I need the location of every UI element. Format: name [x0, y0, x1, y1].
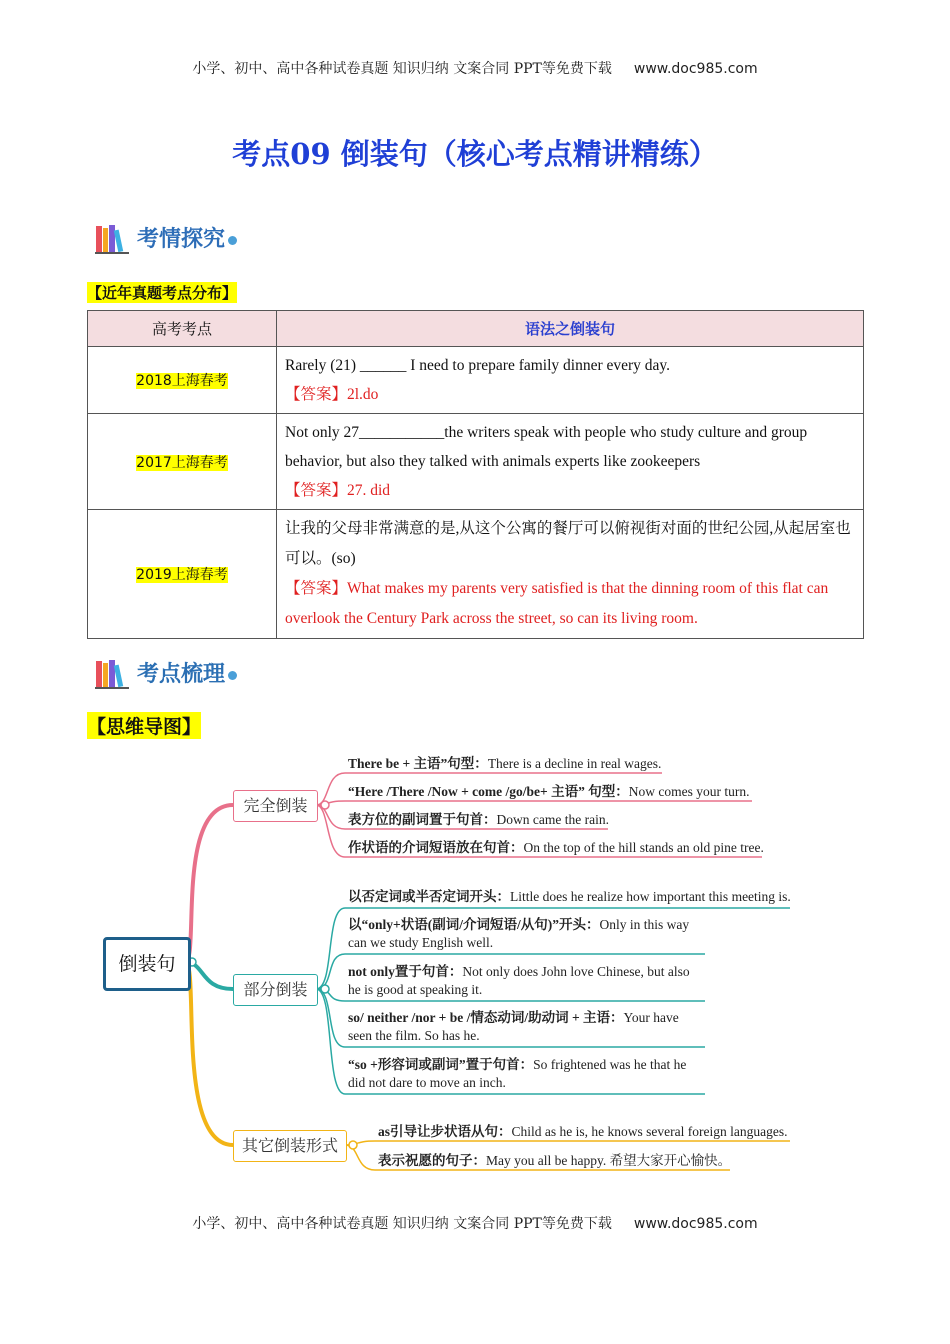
- table-header-exam: 高考考点: [88, 311, 277, 347]
- mindmap-root: 倒装句: [103, 937, 191, 991]
- dot-icon: [228, 236, 237, 245]
- footer-url[interactable]: www.doc985.com: [633, 1216, 758, 1232]
- question-text: Rarely (21) ______ I need to prepare family dinner every day.: [285, 357, 671, 374]
- exam-year: 2017上海春考: [136, 454, 228, 471]
- leaf-item: not only置于句首：Not only does John love Chinese, but also he is good at speaking it.: [348, 964, 690, 997]
- leaf-item: “so +形容词或副词”置于句首：So frightened was he that he did not dare to move an inch.: [348, 1057, 687, 1090]
- page-title: 考点09 倒装句（核心考点精讲精练）: [232, 137, 718, 171]
- branch-other-inversion: 其它倒装形式: [233, 1130, 347, 1162]
- leaf-item: 表方位的副词置于句首：Down came the rain.: [348, 812, 609, 827]
- table-header-row: [88, 311, 864, 347]
- exam-year: 2018上海春考: [136, 373, 228, 389]
- answer-text: 【答案】What makes my parents very satisfied is that the dinning room of this flat can overlook the Century Park across the street, so can its living room.: [285, 580, 829, 627]
- header-url[interactable]: www.doc985.com: [633, 61, 758, 77]
- question-text: 让我的父母非常满意的是,从这个公寓的餐厅可以俯视街对面的世纪公园,从起居室也可以。(so): [285, 520, 851, 567]
- answer-text: 【答案】27. did: [285, 482, 391, 499]
- table-header-grammar: 语法之倒装句: [277, 311, 864, 347]
- leaf-item: so/ neither /nor + be /情态动词/助动词 + 主语：Your have seen the film. So has he.: [348, 1010, 679, 1043]
- section1-label: 考情探究: [137, 227, 226, 252]
- leaf-item: “Here /There /Now + come /go/be+ 主语” 句型：Now comes your turn.: [348, 784, 750, 799]
- exam-year: 2019上海春考: [136, 567, 228, 583]
- table-row: [88, 510, 864, 639]
- leaf-item: There be + 主语”句型：There is a decline in real wages.: [348, 756, 662, 771]
- mindmap-label: 【思维导图】: [87, 712, 201, 739]
- page-footer: [0, 1213, 950, 1233]
- branch-partial-inversion: 部分倒装: [233, 974, 318, 1006]
- books-icon: [95, 224, 131, 254]
- answer-text: 【答案】2l.do: [285, 386, 379, 403]
- question-text: Not only 27___________the writers speak with people who study culture and group behavior, but also they talked with animals experts like zookeepers: [285, 424, 808, 470]
- page-header: [0, 58, 950, 78]
- table-row: [88, 347, 864, 414]
- table-row: [88, 414, 864, 510]
- leaf-item: as引导让步状语从句：Child as he is, he knows several foreign languages.: [378, 1124, 788, 1139]
- books-icon: [95, 659, 131, 689]
- leaf-item: 表示祝愿的句子：May you all be happy. 希望大家开心愉快。: [378, 1153, 732, 1168]
- exam-table: [87, 310, 864, 639]
- branch-complete-inversion: 完全倒装: [233, 790, 318, 822]
- dot-icon: [228, 671, 237, 680]
- header-text: 小学、初中、高中各种试卷真题 知识归纳 文案合同 PPT等免费下载: [192, 61, 612, 77]
- footer-text: 小学、初中、高中各种试卷真题 知识归纳 文案合同 PPT等免费下载: [192, 1216, 612, 1232]
- section2-label: 考点梳理: [137, 662, 226, 687]
- leaf-item: 以“only+状语(副词/介词短语/从句)”开头：Only in this way can we study English well.: [348, 917, 690, 950]
- distribution-label: 【近年真题考点分布】: [87, 284, 238, 302]
- leaf-item: 作状语的介词短语放在句首：On the top of the hill stands an old pine tree.: [348, 840, 764, 855]
- leaf-item: 以否定词或半否定词开头：Little does he realize how important this meeting is.: [348, 889, 791, 904]
